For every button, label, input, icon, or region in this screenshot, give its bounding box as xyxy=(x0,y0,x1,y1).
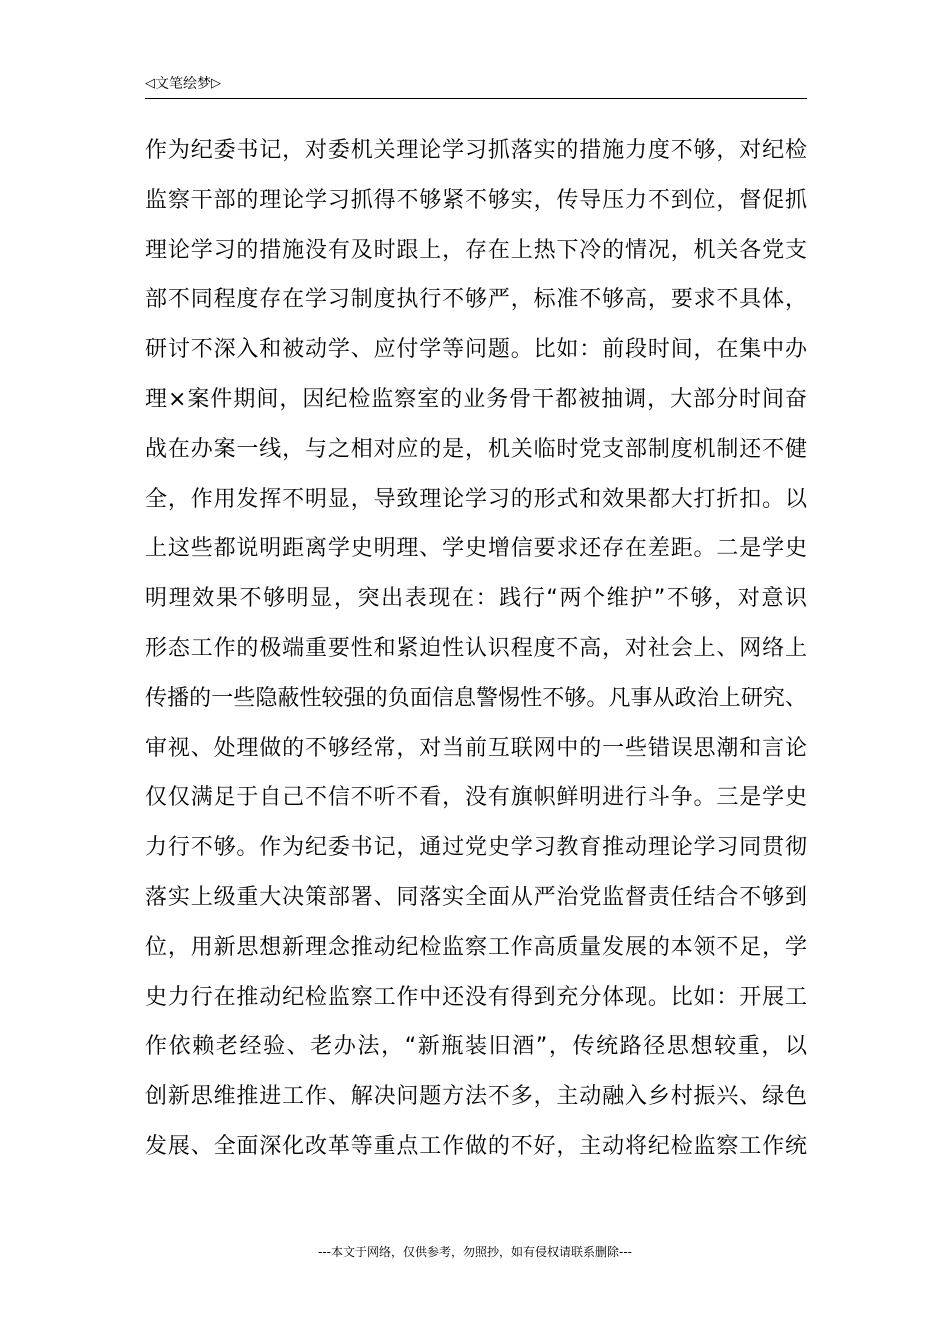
body-line: 明理效果不够明显，突出表现在：践行“两个维护”不够，对意识 xyxy=(145,586,807,612)
body-line: 审视、处理做的不够经常，对当前互联网中的一些错误思潮和言论 xyxy=(145,735,807,761)
body-line: 传播的一些隐蔽性较强的负面信息警惕性不够。凡事从政治上研究、 xyxy=(145,685,807,711)
body-line: 理论学习的措施没有及时跟上，存在上热下冷的情况，机关各党支 xyxy=(145,237,807,263)
brand-name: 文笔绘梦 xyxy=(155,76,211,92)
header-brand xyxy=(145,74,221,94)
body-line: 全，作用发挥不明显，导致理论学习的形式和效果都大打折扣。以 xyxy=(145,486,807,512)
footer-notice: ---本文于网络，仅供参考，勿照抄，如有侵权请联系删除--- xyxy=(318,1245,632,1259)
body-line: 监察干部的理论学习抓得不够紧不够实，传导压力不到位，督促抓 xyxy=(145,187,807,213)
body-line: 理×案件期间，因纪检监察室的业务骨干都被抽调，大部分时间奋 xyxy=(145,386,807,412)
body-line: 史力行在推动纪检监察工作中还没有得到充分体现。比如：开展工 xyxy=(145,984,807,1010)
body-line: 仅仅满足于自己不信不听不看，没有旗帜鲜明进行斗争。三是学史 xyxy=(145,785,807,811)
body-line: 位，用新思想新理念推动纪检监察工作高质量发展的本领不足，学 xyxy=(145,934,807,960)
body-line: 发展、全面深化改革等重点工作做的不好，主动将纪检监察工作统 xyxy=(145,1133,807,1159)
left-triangle-icon: ◁ xyxy=(145,76,155,91)
document-body xyxy=(145,126,807,1172)
body-line: 落实上级重大决策部署、同落实全面从严治党监督责任结合不够到 xyxy=(145,884,807,910)
body-line: 部不同程度存在学习制度执行不够严，标准不够高，要求不具体， xyxy=(145,287,807,313)
page-header xyxy=(145,74,807,99)
body-line: 创新思维推进工作、解决问题方法不多，主动融入乡村振兴、绿色 xyxy=(145,1084,807,1110)
body-line: 上这些都说明距离学史明理、学史增信要求还存在差距。二是学史 xyxy=(145,536,807,562)
right-triangle-icon: ▷ xyxy=(211,76,221,91)
body-line: 战在办案一线，与之相对应的是，机关临时党支部制度机制还不健 xyxy=(145,436,807,462)
body-line: 形态工作的极端重要性和紧迫性认识程度不高，对社会上、网络上 xyxy=(145,635,807,661)
body-line: 作为纪委书记，对委机关理论学习抓落实的措施力度不够，对纪检 xyxy=(145,138,807,163)
body-line: 力行不够。作为纪委书记，通过党史学习教育推动理论学习同贯彻 xyxy=(145,835,807,861)
body-line: 研讨不深入和被动学、应付学等问题。比如：前段时间，在集中办 xyxy=(145,337,807,363)
body-line: 作依赖老经验、老办法，“新瓶装旧酒”，传统路径思想较重，以 xyxy=(145,1034,807,1060)
